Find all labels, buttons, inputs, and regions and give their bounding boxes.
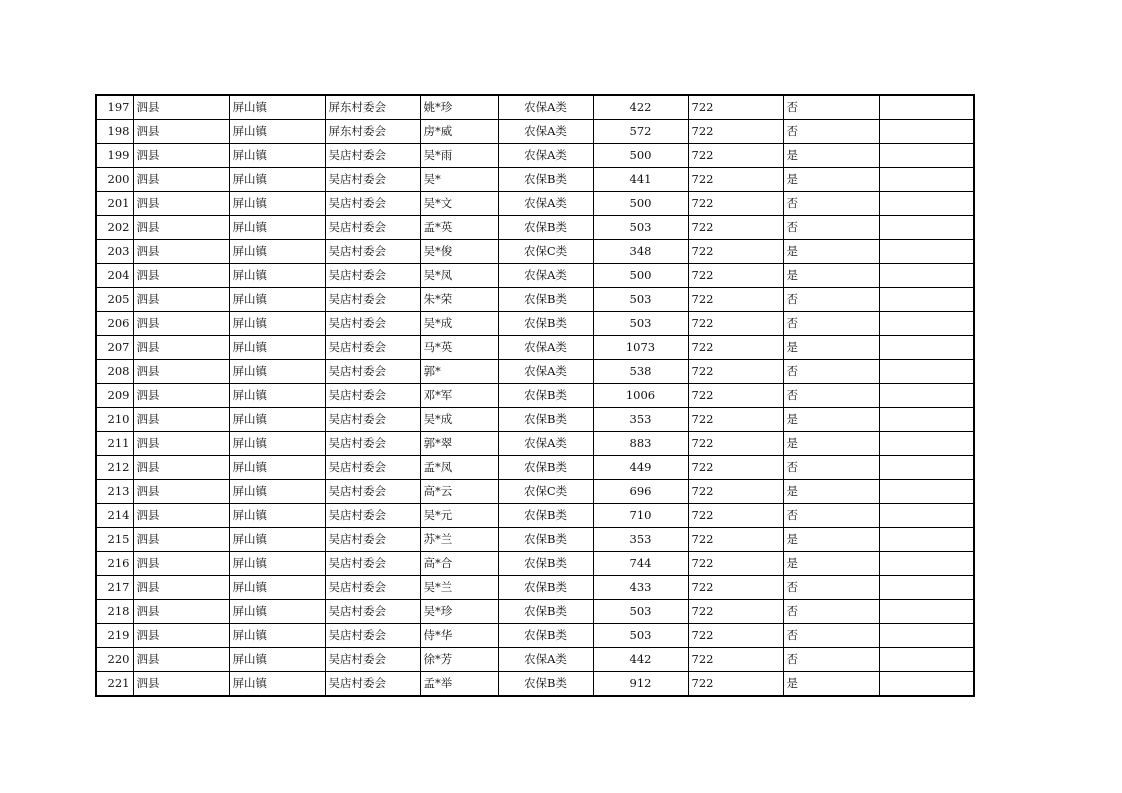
cell-town: 屏山镇 [229, 456, 325, 480]
cell-amount: 538 [593, 360, 688, 384]
cell-insurance-type: 农保A类 [498, 360, 593, 384]
cell-insurance-type: 农保B类 [498, 312, 593, 336]
cell-person-name: 郭*翠 [420, 432, 498, 456]
cell-standard: 722 [688, 240, 783, 264]
cell-county: 泗县 [133, 288, 229, 312]
cell-standard: 722 [688, 336, 783, 360]
table-row [96, 600, 974, 624]
cell-person-name: 吴*成 [420, 408, 498, 432]
cell-town: 屏山镇 [229, 552, 325, 576]
cell-standard: 722 [688, 120, 783, 144]
cell-person-name: 吴*凤 [420, 264, 498, 288]
cell-flag: 是 [783, 240, 879, 264]
cell-town: 屏山镇 [229, 672, 325, 697]
cell-flag: 是 [783, 552, 879, 576]
table-row [96, 264, 974, 288]
cell-town: 屏山镇 [229, 504, 325, 528]
cell-standard: 722 [688, 168, 783, 192]
cell-town: 屏山镇 [229, 432, 325, 456]
cell-town: 屏山镇 [229, 120, 325, 144]
cell-amount: 353 [593, 528, 688, 552]
table-row [96, 456, 974, 480]
cell-remark [879, 360, 974, 384]
cell-county: 泗县 [133, 384, 229, 408]
cell-county: 泗县 [133, 624, 229, 648]
cell-village-committee: 吴店村委会 [325, 576, 420, 600]
cell-flag: 是 [783, 672, 879, 697]
cell-person-name: 郭* [420, 360, 498, 384]
cell-insurance-type: 农保A类 [498, 120, 593, 144]
table-row [96, 216, 974, 240]
cell-amount: 348 [593, 240, 688, 264]
cell-standard: 722 [688, 552, 783, 576]
cell-person-name: 吴*雨 [420, 144, 498, 168]
cell-remark [879, 168, 974, 192]
cell-flag: 否 [783, 504, 879, 528]
cell-village-committee: 吴店村委会 [325, 408, 420, 432]
cell-row-number: 197 [96, 95, 133, 120]
cell-remark [879, 480, 974, 504]
cell-insurance-type: 农保A类 [498, 336, 593, 360]
cell-town: 屏山镇 [229, 192, 325, 216]
cell-town: 屏山镇 [229, 576, 325, 600]
cell-town: 屏山镇 [229, 216, 325, 240]
cell-county: 泗县 [133, 456, 229, 480]
cell-county: 泗县 [133, 95, 229, 120]
cell-flag: 是 [783, 144, 879, 168]
cell-insurance-type: 农保B类 [498, 456, 593, 480]
cell-amount: 503 [593, 288, 688, 312]
cell-row-number: 213 [96, 480, 133, 504]
cell-flag: 否 [783, 384, 879, 408]
cell-amount: 1006 [593, 384, 688, 408]
cell-person-name: 苏*兰 [420, 528, 498, 552]
table-row [96, 144, 974, 168]
cell-county: 泗县 [133, 528, 229, 552]
cell-village-committee: 吴店村委会 [325, 504, 420, 528]
data-table [95, 94, 975, 697]
cell-amount: 710 [593, 504, 688, 528]
cell-village-committee: 吴店村委会 [325, 192, 420, 216]
cell-insurance-type: 农保B类 [498, 576, 593, 600]
cell-village-committee: 吴店村委会 [325, 312, 420, 336]
cell-row-number: 204 [96, 264, 133, 288]
cell-insurance-type: 农保C类 [498, 480, 593, 504]
cell-amount: 696 [593, 480, 688, 504]
cell-town: 屏山镇 [229, 168, 325, 192]
cell-county: 泗县 [133, 432, 229, 456]
cell-amount: 1073 [593, 336, 688, 360]
cell-village-committee: 吴店村委会 [325, 624, 420, 648]
cell-row-number: 200 [96, 168, 133, 192]
cell-village-committee: 吴店村委会 [325, 552, 420, 576]
cell-row-number: 199 [96, 144, 133, 168]
cell-village-committee: 吴店村委会 [325, 336, 420, 360]
cell-insurance-type: 农保B类 [498, 384, 593, 408]
cell-town: 屏山镇 [229, 264, 325, 288]
cell-standard: 722 [688, 576, 783, 600]
cell-county: 泗县 [133, 168, 229, 192]
cell-amount: 500 [593, 192, 688, 216]
table-body [96, 95, 974, 696]
table-row [96, 360, 974, 384]
cell-village-committee: 吴店村委会 [325, 384, 420, 408]
cell-row-number: 212 [96, 456, 133, 480]
cell-standard: 722 [688, 408, 783, 432]
cell-standard: 722 [688, 192, 783, 216]
table-row [96, 672, 974, 697]
cell-town: 屏山镇 [229, 480, 325, 504]
cell-remark [879, 95, 974, 120]
cell-row-number: 214 [96, 504, 133, 528]
cell-county: 泗县 [133, 648, 229, 672]
cell-village-committee: 吴店村委会 [325, 288, 420, 312]
cell-person-name: 朱*荣 [420, 288, 498, 312]
cell-row-number: 209 [96, 384, 133, 408]
cell-remark [879, 576, 974, 600]
cell-flag: 是 [783, 168, 879, 192]
cell-town: 屏山镇 [229, 360, 325, 384]
cell-remark [879, 192, 974, 216]
cell-person-name: 高*合 [420, 552, 498, 576]
cell-county: 泗县 [133, 144, 229, 168]
cell-county: 泗县 [133, 360, 229, 384]
cell-insurance-type: 农保A类 [498, 264, 593, 288]
table-row [96, 288, 974, 312]
cell-insurance-type: 农保B类 [498, 288, 593, 312]
table-row [96, 480, 974, 504]
cell-remark [879, 552, 974, 576]
cell-amount: 441 [593, 168, 688, 192]
cell-person-name: 马*英 [420, 336, 498, 360]
cell-village-committee: 吴店村委会 [325, 168, 420, 192]
cell-standard: 722 [688, 360, 783, 384]
cell-remark [879, 504, 974, 528]
cell-town: 屏山镇 [229, 528, 325, 552]
cell-remark [879, 264, 974, 288]
table-row [96, 624, 974, 648]
cell-person-name: 吴*俊 [420, 240, 498, 264]
table-row [96, 576, 974, 600]
cell-person-name: 房*威 [420, 120, 498, 144]
cell-town: 屏山镇 [229, 408, 325, 432]
cell-town: 屏山镇 [229, 624, 325, 648]
cell-amount: 353 [593, 408, 688, 432]
cell-village-committee: 吴店村委会 [325, 216, 420, 240]
cell-flag: 否 [783, 456, 879, 480]
cell-person-name: 邓*军 [420, 384, 498, 408]
cell-flag: 否 [783, 95, 879, 120]
cell-flag: 是 [783, 528, 879, 552]
cell-row-number: 205 [96, 288, 133, 312]
cell-county: 泗县 [133, 336, 229, 360]
cell-flag: 否 [783, 624, 879, 648]
cell-insurance-type: 农保B类 [498, 600, 593, 624]
table-row [96, 168, 974, 192]
cell-insurance-type: 农保B类 [498, 216, 593, 240]
cell-village-committee: 吴店村委会 [325, 144, 420, 168]
cell-row-number: 218 [96, 600, 133, 624]
cell-standard: 722 [688, 456, 783, 480]
cell-standard: 722 [688, 312, 783, 336]
cell-person-name: 吴*兰 [420, 576, 498, 600]
cell-standard: 722 [688, 672, 783, 697]
cell-person-name: 吴*文 [420, 192, 498, 216]
cell-village-committee: 吴店村委会 [325, 528, 420, 552]
cell-insurance-type: 农保C类 [498, 240, 593, 264]
cell-flag: 否 [783, 192, 879, 216]
cell-flag: 是 [783, 264, 879, 288]
cell-insurance-type: 农保B类 [498, 624, 593, 648]
cell-county: 泗县 [133, 216, 229, 240]
cell-county: 泗县 [133, 192, 229, 216]
table-row [96, 504, 974, 528]
cell-remark [879, 240, 974, 264]
cell-amount: 500 [593, 264, 688, 288]
cell-row-number: 220 [96, 648, 133, 672]
cell-row-number: 217 [96, 576, 133, 600]
cell-standard: 722 [688, 384, 783, 408]
cell-flag: 否 [783, 120, 879, 144]
cell-row-number: 207 [96, 336, 133, 360]
cell-insurance-type: 农保A类 [498, 95, 593, 120]
cell-flag: 否 [783, 576, 879, 600]
cell-village-committee: 吴店村委会 [325, 456, 420, 480]
cell-remark [879, 120, 974, 144]
cell-remark [879, 624, 974, 648]
cell-village-committee: 吴店村委会 [325, 672, 420, 697]
cell-county: 泗县 [133, 504, 229, 528]
cell-village-committee: 吴店村委会 [325, 480, 420, 504]
cell-remark [879, 336, 974, 360]
cell-remark [879, 600, 974, 624]
cell-amount: 572 [593, 120, 688, 144]
cell-remark [879, 528, 974, 552]
cell-village-committee: 吴店村委会 [325, 360, 420, 384]
cell-person-name: 吴*珍 [420, 600, 498, 624]
cell-amount: 744 [593, 552, 688, 576]
table-row [96, 240, 974, 264]
cell-county: 泗县 [133, 240, 229, 264]
cell-person-name: 孟*举 [420, 672, 498, 697]
cell-row-number: 201 [96, 192, 133, 216]
cell-remark [879, 288, 974, 312]
cell-county: 泗县 [133, 480, 229, 504]
cell-person-name: 姚*珍 [420, 95, 498, 120]
cell-town: 屏山镇 [229, 336, 325, 360]
cell-county: 泗县 [133, 120, 229, 144]
cell-town: 屏山镇 [229, 144, 325, 168]
cell-standard: 722 [688, 624, 783, 648]
cell-remark [879, 672, 974, 697]
cell-insurance-type: 农保A类 [498, 144, 593, 168]
cell-flag: 否 [783, 600, 879, 624]
cell-village-committee: 吴店村委会 [325, 600, 420, 624]
cell-amount: 883 [593, 432, 688, 456]
cell-standard: 722 [688, 264, 783, 288]
cell-flag: 是 [783, 432, 879, 456]
cell-insurance-type: 农保A类 [498, 192, 593, 216]
table-row [96, 408, 974, 432]
cell-row-number: 202 [96, 216, 133, 240]
cell-town: 屏山镇 [229, 600, 325, 624]
cell-county: 泗县 [133, 552, 229, 576]
cell-village-committee: 吴店村委会 [325, 264, 420, 288]
cell-remark [879, 144, 974, 168]
cell-insurance-type: 农保A类 [498, 648, 593, 672]
table-row [96, 552, 974, 576]
cell-standard: 722 [688, 288, 783, 312]
cell-flag: 否 [783, 360, 879, 384]
cell-amount: 433 [593, 576, 688, 600]
cell-standard: 722 [688, 216, 783, 240]
cell-county: 泗县 [133, 600, 229, 624]
table-row [96, 384, 974, 408]
cell-person-name: 吴*成 [420, 312, 498, 336]
table-row [96, 528, 974, 552]
cell-row-number: 206 [96, 312, 133, 336]
cell-village-committee: 屏东村委会 [325, 95, 420, 120]
cell-town: 屏山镇 [229, 384, 325, 408]
cell-insurance-type: 农保B类 [498, 168, 593, 192]
cell-person-name: 侍*华 [420, 624, 498, 648]
cell-row-number: 208 [96, 360, 133, 384]
cell-county: 泗县 [133, 312, 229, 336]
cell-amount: 503 [593, 624, 688, 648]
cell-row-number: 219 [96, 624, 133, 648]
cell-flag: 是 [783, 336, 879, 360]
cell-row-number: 216 [96, 552, 133, 576]
cell-insurance-type: 农保B类 [498, 408, 593, 432]
cell-county: 泗县 [133, 672, 229, 697]
cell-flag: 否 [783, 648, 879, 672]
cell-person-name: 吴*元 [420, 504, 498, 528]
cell-person-name: 吴* [420, 168, 498, 192]
cell-row-number: 211 [96, 432, 133, 456]
cell-flag: 是 [783, 480, 879, 504]
cell-standard: 722 [688, 600, 783, 624]
cell-county: 泗县 [133, 408, 229, 432]
cell-amount: 449 [593, 456, 688, 480]
cell-amount: 500 [593, 144, 688, 168]
cell-row-number: 210 [96, 408, 133, 432]
cell-town: 屏山镇 [229, 288, 325, 312]
cell-flag: 是 [783, 408, 879, 432]
cell-county: 泗县 [133, 264, 229, 288]
table-row [96, 648, 974, 672]
cell-row-number: 203 [96, 240, 133, 264]
cell-flag: 否 [783, 288, 879, 312]
cell-person-name: 孟*英 [420, 216, 498, 240]
cell-insurance-type: 农保B类 [498, 552, 593, 576]
table-row [96, 192, 974, 216]
cell-insurance-type: 农保B类 [498, 504, 593, 528]
cell-standard: 722 [688, 480, 783, 504]
cell-remark [879, 384, 974, 408]
table-row [96, 432, 974, 456]
cell-standard: 722 [688, 648, 783, 672]
table-row [96, 120, 974, 144]
cell-insurance-type: 农保B类 [498, 528, 593, 552]
cell-row-number: 198 [96, 120, 133, 144]
cell-remark [879, 456, 974, 480]
cell-amount: 503 [593, 216, 688, 240]
cell-town: 屏山镇 [229, 312, 325, 336]
cell-village-committee: 吴店村委会 [325, 648, 420, 672]
cell-remark [879, 432, 974, 456]
table-row [96, 95, 974, 120]
cell-amount: 442 [593, 648, 688, 672]
cell-row-number: 221 [96, 672, 133, 697]
cell-amount: 503 [593, 312, 688, 336]
cell-person-name: 高*云 [420, 480, 498, 504]
cell-county: 泗县 [133, 576, 229, 600]
cell-town: 屏山镇 [229, 240, 325, 264]
cell-standard: 722 [688, 95, 783, 120]
cell-remark [879, 408, 974, 432]
cell-row-number: 215 [96, 528, 133, 552]
cell-remark [879, 648, 974, 672]
cell-standard: 722 [688, 528, 783, 552]
cell-insurance-type: 农保A类 [498, 432, 593, 456]
cell-amount: 422 [593, 95, 688, 120]
cell-village-committee: 屏东村委会 [325, 120, 420, 144]
cell-insurance-type: 农保B类 [498, 672, 593, 697]
table-row [96, 312, 974, 336]
cell-amount: 912 [593, 672, 688, 697]
cell-flag: 否 [783, 216, 879, 240]
cell-town: 屏山镇 [229, 95, 325, 120]
table-row [96, 336, 974, 360]
cell-person-name: 孟*凤 [420, 456, 498, 480]
cell-village-committee: 吴店村委会 [325, 432, 420, 456]
cell-flag: 否 [783, 312, 879, 336]
cell-person-name: 徐*芳 [420, 648, 498, 672]
cell-standard: 722 [688, 504, 783, 528]
cell-remark [879, 216, 974, 240]
cell-remark [879, 312, 974, 336]
cell-standard: 722 [688, 144, 783, 168]
cell-town: 屏山镇 [229, 648, 325, 672]
cell-amount: 503 [593, 600, 688, 624]
cell-village-committee: 吴店村委会 [325, 240, 420, 264]
cell-standard: 722 [688, 432, 783, 456]
